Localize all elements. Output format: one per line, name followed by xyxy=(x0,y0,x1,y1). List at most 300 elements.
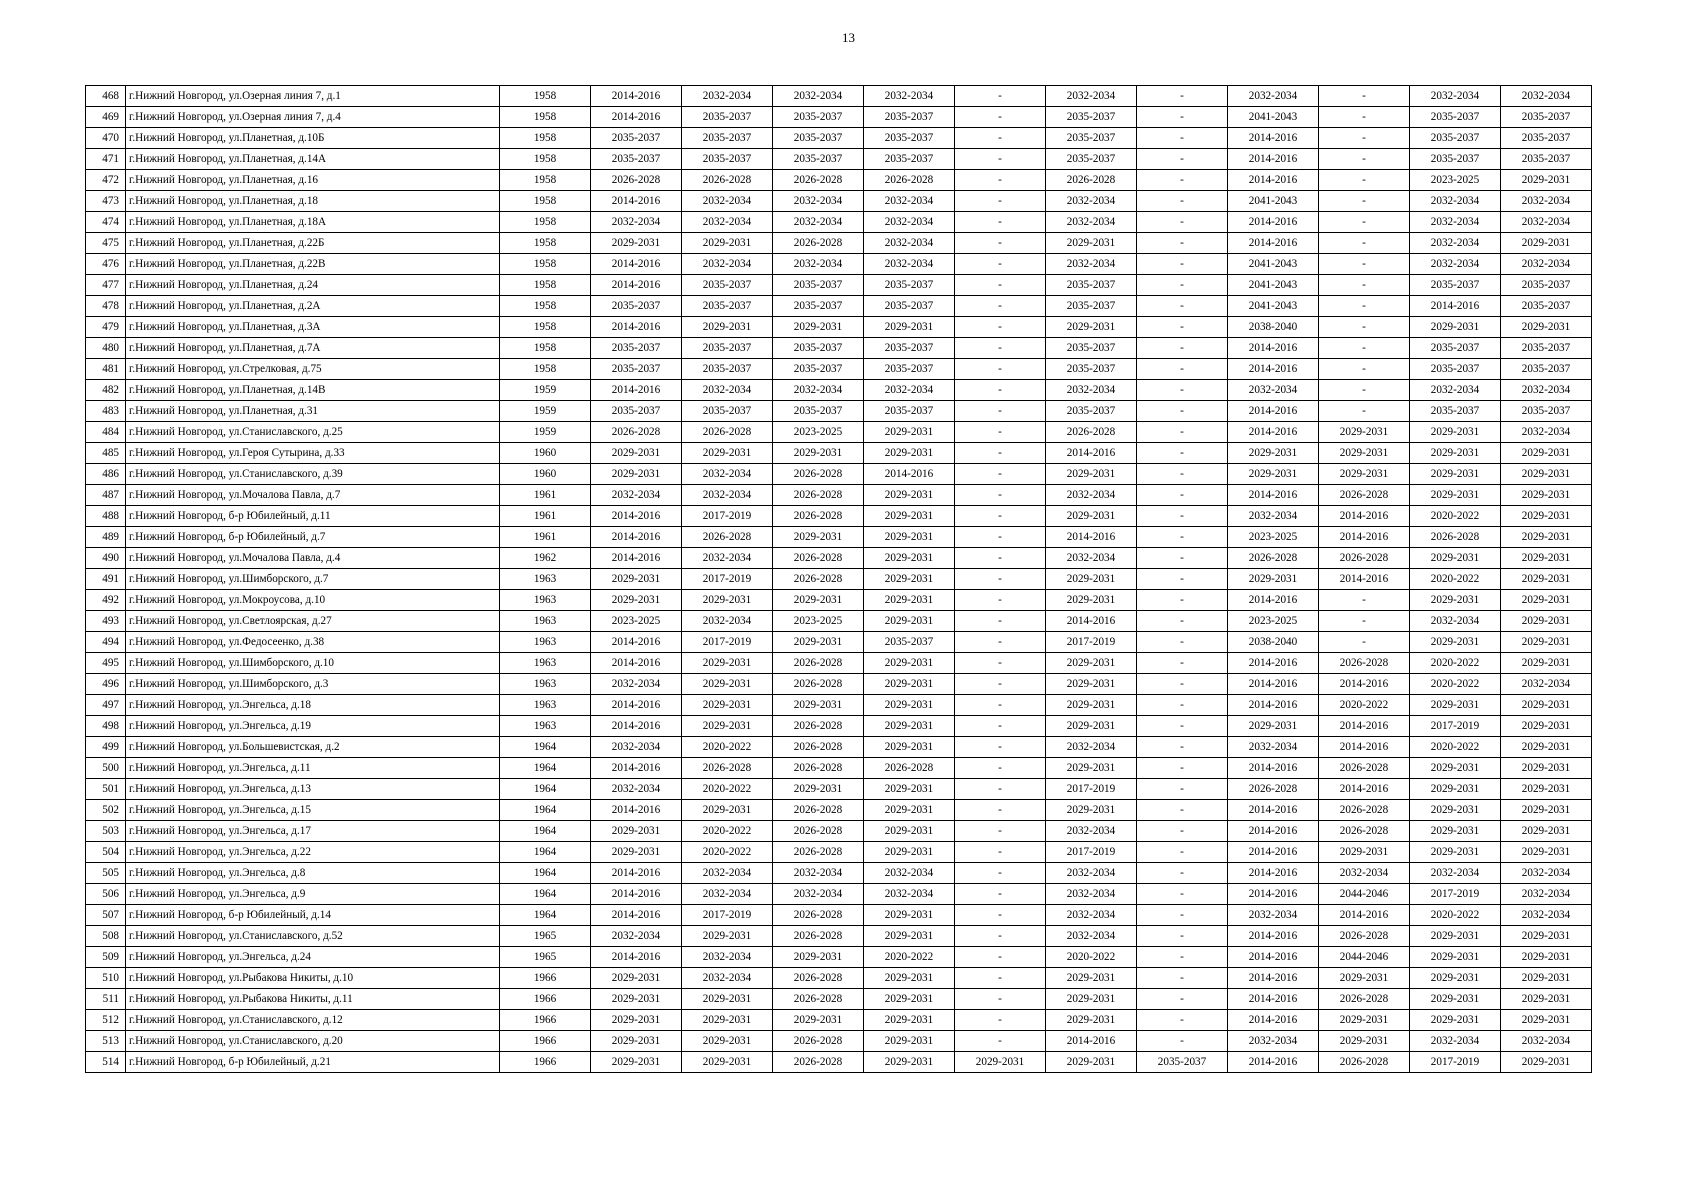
address-cell: г.Нижний Новгород, ул.Планетная, д.10Б xyxy=(126,128,500,149)
address-cell: г.Нижний Новгород, ул.Стрелковая, д.75 xyxy=(126,359,500,380)
period-cell: 2026-2028 xyxy=(1319,1052,1410,1073)
period-cell: 2032-2034 xyxy=(1410,611,1501,632)
period-cell: 2029-2031 xyxy=(1046,695,1137,716)
period-cell: 2032-2034 xyxy=(591,779,682,800)
period-cell: 2032-2034 xyxy=(1046,821,1137,842)
row-number-cell: 480 xyxy=(86,338,126,359)
period-cell: 2017-2019 xyxy=(1410,1052,1501,1073)
row-number-cell: 471 xyxy=(86,149,126,170)
period-cell: 2014-2016 xyxy=(1046,443,1137,464)
address-cell: г.Нижний Новгород, ул.Планетная, д.16 xyxy=(126,170,500,191)
period-cell: 2032-2034 xyxy=(1410,212,1501,233)
period-cell: 2029-2031 xyxy=(1501,737,1592,758)
period-cell: 2035-2037 xyxy=(1046,338,1137,359)
row-number-cell: 511 xyxy=(86,989,126,1010)
period-cell: 2029-2031 xyxy=(682,653,773,674)
address-cell: г.Нижний Новгород, ул.Озерная линия 7, д.1 xyxy=(126,86,500,107)
period-cell: 2026-2028 xyxy=(773,548,864,569)
period-cell: 2029-2031 xyxy=(1046,758,1137,779)
period-cell: 2029-2031 xyxy=(864,842,955,863)
table-row xyxy=(86,968,1592,989)
address-cell: г.Нижний Новгород, ул.Планетная, д.2А xyxy=(126,296,500,317)
period-cell: - xyxy=(1137,611,1228,632)
period-cell: 2014-2016 xyxy=(1228,170,1319,191)
period-cell: 2029-2031 xyxy=(773,632,864,653)
table-row xyxy=(86,590,1592,611)
period-cell: 2038-2040 xyxy=(1228,632,1319,653)
period-cell: 2035-2037 xyxy=(682,107,773,128)
period-cell: 2023-2025 xyxy=(773,422,864,443)
period-cell: - xyxy=(1137,632,1228,653)
period-cell: 2026-2028 xyxy=(1228,779,1319,800)
period-cell: 2035-2037 xyxy=(682,338,773,359)
period-cell: 2029-2031 xyxy=(1501,821,1592,842)
address-cell: г.Нижний Новгород, б-р Юбилейный, д.14 xyxy=(126,905,500,926)
period-cell: 2029-2031 xyxy=(1501,926,1592,947)
period-cell: 2029-2031 xyxy=(591,1052,682,1073)
period-cell: 2029-2031 xyxy=(591,464,682,485)
address-cell: г.Нижний Новгород, ул.Энгельса, д.15 xyxy=(126,800,500,821)
period-cell: 2014-2016 xyxy=(591,758,682,779)
period-cell: 2026-2028 xyxy=(1319,926,1410,947)
table-row xyxy=(86,317,1592,338)
period-cell: 2032-2034 xyxy=(1228,86,1319,107)
address-cell: г.Нижний Новгород, ул.Энгельса, д.22 xyxy=(126,842,500,863)
period-cell: 2014-2016 xyxy=(1228,1010,1319,1031)
period-cell: 2029-2031 xyxy=(591,590,682,611)
period-cell: 2035-2037 xyxy=(591,401,682,422)
period-cell: 2035-2037 xyxy=(1501,338,1592,359)
period-cell: 2029-2031 xyxy=(682,1010,773,1031)
period-cell: 2026-2028 xyxy=(591,422,682,443)
period-cell: 2017-2019 xyxy=(1410,884,1501,905)
row-number-cell: 502 xyxy=(86,800,126,821)
year-built-cell: 1958 xyxy=(500,191,591,212)
table-row xyxy=(86,779,1592,800)
period-cell: 2026-2028 xyxy=(773,989,864,1010)
address-cell: г.Нижний Новгород, ул.Шимборского, д.7 xyxy=(126,569,500,590)
period-cell: 2014-2016 xyxy=(1228,821,1319,842)
period-cell: 2014-2016 xyxy=(1319,527,1410,548)
period-cell: 2029-2031 xyxy=(1410,758,1501,779)
period-cell: 2014-2016 xyxy=(1228,989,1319,1010)
period-cell: 2014-2016 xyxy=(1046,611,1137,632)
period-cell: - xyxy=(955,296,1046,317)
period-cell: 2032-2034 xyxy=(1501,674,1592,695)
address-cell: г.Нижний Новгород, б-р Юбилейный, д.7 xyxy=(126,527,500,548)
period-cell: 2035-2037 xyxy=(1046,275,1137,296)
period-cell: 2029-2031 xyxy=(1501,464,1592,485)
address-cell: г.Нижний Новгород, ул.Озерная линия 7, д.4 xyxy=(126,107,500,128)
period-cell: - xyxy=(1137,485,1228,506)
period-cell: 2032-2034 xyxy=(1410,86,1501,107)
period-cell: 2032-2034 xyxy=(1046,485,1137,506)
period-cell: 2035-2037 xyxy=(1501,149,1592,170)
period-cell: 2014-2016 xyxy=(1228,338,1319,359)
table-row xyxy=(86,548,1592,569)
period-cell: 2035-2037 xyxy=(1046,128,1137,149)
row-number-cell: 488 xyxy=(86,506,126,527)
row-number-cell: 475 xyxy=(86,233,126,254)
period-cell: 2032-2034 xyxy=(1228,737,1319,758)
period-cell: 2032-2034 xyxy=(1228,506,1319,527)
period-cell: 2029-2031 xyxy=(682,317,773,338)
period-cell: 2032-2034 xyxy=(591,674,682,695)
period-cell: - xyxy=(955,212,1046,233)
period-cell: 2029-2031 xyxy=(1410,947,1501,968)
period-cell: 2014-2016 xyxy=(591,107,682,128)
period-cell: - xyxy=(1319,191,1410,212)
period-cell: 2014-2016 xyxy=(1228,695,1319,716)
address-cell: г.Нижний Новгород, ул.Энгельса, д.11 xyxy=(126,758,500,779)
period-cell: 2029-2031 xyxy=(1501,695,1592,716)
year-built-cell: 1959 xyxy=(500,422,591,443)
address-cell: г.Нижний Новгород, ул.Планетная, д.22Б xyxy=(126,233,500,254)
table-row xyxy=(86,86,1592,107)
period-cell: 2041-2043 xyxy=(1228,275,1319,296)
period-cell: 2014-2016 xyxy=(591,947,682,968)
period-cell: - xyxy=(1137,779,1228,800)
period-cell: 2026-2028 xyxy=(773,842,864,863)
table-row xyxy=(86,1010,1592,1031)
period-cell: 2014-2016 xyxy=(1228,422,1319,443)
period-cell: 2029-2031 xyxy=(864,422,955,443)
period-cell: 2035-2037 xyxy=(864,296,955,317)
period-cell: 2035-2037 xyxy=(1410,338,1501,359)
year-built-cell: 1964 xyxy=(500,737,591,758)
period-cell: 2029-2031 xyxy=(1046,716,1137,737)
period-cell: 2044-2046 xyxy=(1319,884,1410,905)
period-cell: 2032-2034 xyxy=(682,485,773,506)
address-cell: г.Нижний Новгород, ул.Мокроусова, д.10 xyxy=(126,590,500,611)
period-cell: 2014-2016 xyxy=(1319,779,1410,800)
period-cell: 2032-2034 xyxy=(864,212,955,233)
period-cell: - xyxy=(1319,254,1410,275)
row-number-cell: 508 xyxy=(86,926,126,947)
period-cell: - xyxy=(1319,233,1410,254)
period-cell: - xyxy=(955,968,1046,989)
period-cell: 2026-2028 xyxy=(773,905,864,926)
period-cell: - xyxy=(1137,338,1228,359)
period-cell: 2029-2031 xyxy=(864,821,955,842)
row-number-cell: 478 xyxy=(86,296,126,317)
period-cell: - xyxy=(955,569,1046,590)
address-cell: г.Нижний Новгород, ул.Планетная, д.18 xyxy=(126,191,500,212)
period-cell: 2032-2034 xyxy=(1501,422,1592,443)
address-cell: г.Нижний Новгород, ул.Мочалова Павла, д.4 xyxy=(126,548,500,569)
period-cell: 2032-2034 xyxy=(682,884,773,905)
period-cell: 2014-2016 xyxy=(591,548,682,569)
period-cell: 2029-2031 xyxy=(591,569,682,590)
period-cell: 2035-2037 xyxy=(682,128,773,149)
repair-schedule-table xyxy=(85,85,1592,1073)
table-row xyxy=(86,296,1592,317)
period-cell: 2014-2016 xyxy=(1228,212,1319,233)
period-cell: 2029-2031 xyxy=(864,548,955,569)
period-cell: 2035-2037 xyxy=(1501,275,1592,296)
year-built-cell: 1962 xyxy=(500,548,591,569)
year-built-cell: 1966 xyxy=(500,968,591,989)
period-cell: - xyxy=(1319,611,1410,632)
period-cell: 2029-2031 xyxy=(1501,989,1592,1010)
period-cell: 2029-2031 xyxy=(1410,485,1501,506)
table-body xyxy=(86,86,1592,1073)
period-cell: 2029-2031 xyxy=(1046,674,1137,695)
period-cell: 2035-2037 xyxy=(1410,359,1501,380)
period-cell: 2029-2031 xyxy=(1046,989,1137,1010)
period-cell: - xyxy=(955,485,1046,506)
row-number-cell: 477 xyxy=(86,275,126,296)
period-cell: 2029-2031 xyxy=(864,590,955,611)
year-built-cell: 1960 xyxy=(500,464,591,485)
address-cell: г.Нижний Новгород, ул.Планетная, д.22В xyxy=(126,254,500,275)
period-cell: 2032-2034 xyxy=(682,611,773,632)
period-cell: 2035-2037 xyxy=(864,275,955,296)
period-cell: 2029-2031 xyxy=(1228,569,1319,590)
row-number-cell: 490 xyxy=(86,548,126,569)
period-cell: 2026-2028 xyxy=(773,926,864,947)
period-cell: 2026-2028 xyxy=(773,506,864,527)
period-cell: - xyxy=(1137,842,1228,863)
row-number-cell: 486 xyxy=(86,464,126,485)
table-row xyxy=(86,254,1592,275)
table-row xyxy=(86,611,1592,632)
year-built-cell: 1963 xyxy=(500,653,591,674)
period-cell: - xyxy=(1137,800,1228,821)
period-cell: - xyxy=(955,632,1046,653)
table-row xyxy=(86,275,1592,296)
table-row xyxy=(86,338,1592,359)
period-cell: 2026-2028 xyxy=(1319,800,1410,821)
address-cell: г.Нижний Новгород, ул.Планетная, д.31 xyxy=(126,401,500,422)
period-cell: 2035-2037 xyxy=(1501,107,1592,128)
period-cell: 2029-2031 xyxy=(1319,842,1410,863)
period-cell: 2026-2028 xyxy=(591,170,682,191)
page-number: 13 xyxy=(842,30,855,45)
table-row xyxy=(86,758,1592,779)
period-cell: 2014-2016 xyxy=(1228,653,1319,674)
period-cell: 2032-2034 xyxy=(773,380,864,401)
table-row xyxy=(86,506,1592,527)
period-cell: 2035-2037 xyxy=(1046,107,1137,128)
period-cell: 2029-2031 xyxy=(1501,443,1592,464)
period-cell: 2029-2031 xyxy=(682,800,773,821)
period-cell: 2029-2031 xyxy=(864,905,955,926)
period-cell: 2029-2031 xyxy=(1501,947,1592,968)
table-row xyxy=(86,842,1592,863)
period-cell: 2029-2031 xyxy=(864,611,955,632)
year-built-cell: 1964 xyxy=(500,821,591,842)
period-cell: 2035-2037 xyxy=(864,359,955,380)
period-cell: 2029-2031 xyxy=(864,737,955,758)
period-cell: - xyxy=(1137,296,1228,317)
table-row xyxy=(86,128,1592,149)
table-row xyxy=(86,884,1592,905)
period-cell: 2029-2031 xyxy=(1046,653,1137,674)
period-cell: 2014-2016 xyxy=(1319,569,1410,590)
period-cell: - xyxy=(1137,527,1228,548)
period-cell: 2014-2016 xyxy=(1228,233,1319,254)
period-cell: 2029-2031 xyxy=(1501,1010,1592,1031)
period-cell: 2029-2031 xyxy=(864,1052,955,1073)
period-cell: 2029-2031 xyxy=(864,716,955,737)
period-cell: 2029-2031 xyxy=(1410,464,1501,485)
period-cell: 2029-2031 xyxy=(1410,821,1501,842)
period-cell: 2029-2031 xyxy=(1501,716,1592,737)
period-cell: 2029-2031 xyxy=(682,443,773,464)
period-cell: 2026-2028 xyxy=(864,170,955,191)
period-cell: 2029-2031 xyxy=(864,527,955,548)
period-cell: 2035-2037 xyxy=(682,275,773,296)
period-cell: 2035-2037 xyxy=(591,149,682,170)
period-cell: 2029-2031 xyxy=(773,527,864,548)
period-cell: 2032-2034 xyxy=(864,86,955,107)
period-cell: 2032-2034 xyxy=(1046,86,1137,107)
row-number-cell: 496 xyxy=(86,674,126,695)
row-number-cell: 491 xyxy=(86,569,126,590)
period-cell: - xyxy=(955,842,1046,863)
period-cell: 2026-2028 xyxy=(1319,485,1410,506)
period-cell: - xyxy=(955,800,1046,821)
period-cell: - xyxy=(955,233,1046,254)
period-cell: - xyxy=(955,989,1046,1010)
period-cell: 2032-2034 xyxy=(682,212,773,233)
table-row xyxy=(86,443,1592,464)
period-cell: 2029-2031 xyxy=(682,989,773,1010)
period-cell: 2035-2037 xyxy=(864,338,955,359)
period-cell: 2020-2022 xyxy=(1410,674,1501,695)
period-cell: 2014-2016 xyxy=(1228,926,1319,947)
address-cell: г.Нижний Новгород, ул.Энгельса, д.24 xyxy=(126,947,500,968)
period-cell: - xyxy=(1319,170,1410,191)
period-cell: 2032-2034 xyxy=(1046,548,1137,569)
period-cell: 2029-2031 xyxy=(1501,632,1592,653)
period-cell: 2029-2031 xyxy=(1410,1010,1501,1031)
row-number-cell: 482 xyxy=(86,380,126,401)
period-cell: 2032-2034 xyxy=(1410,233,1501,254)
period-cell: 2032-2034 xyxy=(682,968,773,989)
period-cell: 2023-2025 xyxy=(591,611,682,632)
period-cell: 2035-2037 xyxy=(864,107,955,128)
period-cell: 2029-2031 xyxy=(1501,611,1592,632)
period-cell: 2032-2034 xyxy=(1501,212,1592,233)
period-cell: 2035-2037 xyxy=(1046,359,1137,380)
period-cell: 2029-2031 xyxy=(1410,779,1501,800)
period-cell: 2032-2034 xyxy=(591,485,682,506)
table-row xyxy=(86,1031,1592,1052)
period-cell: - xyxy=(1137,569,1228,590)
period-cell: 2017-2019 xyxy=(682,569,773,590)
year-built-cell: 1964 xyxy=(500,758,591,779)
year-built-cell: 1959 xyxy=(500,380,591,401)
period-cell: - xyxy=(1137,548,1228,569)
period-cell: - xyxy=(1137,317,1228,338)
period-cell: 2026-2028 xyxy=(1046,170,1137,191)
period-cell: - xyxy=(955,1031,1046,1052)
period-cell: 2014-2016 xyxy=(591,800,682,821)
period-cell: 2035-2037 xyxy=(864,128,955,149)
period-cell: 2014-2016 xyxy=(591,905,682,926)
table-row xyxy=(86,653,1592,674)
period-cell: 2026-2028 xyxy=(773,1052,864,1073)
period-cell: 2014-2016 xyxy=(1228,485,1319,506)
period-cell: 2029-2031 xyxy=(682,674,773,695)
period-cell: 2035-2037 xyxy=(591,296,682,317)
period-cell: 2014-2016 xyxy=(591,380,682,401)
row-number-cell: 507 xyxy=(86,905,126,926)
period-cell: 2032-2034 xyxy=(682,464,773,485)
row-number-cell: 510 xyxy=(86,968,126,989)
period-cell: 2032-2034 xyxy=(773,254,864,275)
period-cell: - xyxy=(1137,737,1228,758)
period-cell: 2014-2016 xyxy=(1228,401,1319,422)
table-row xyxy=(86,1052,1592,1073)
period-cell: 2029-2031 xyxy=(1501,527,1592,548)
row-number-cell: 484 xyxy=(86,422,126,443)
period-cell: - xyxy=(1137,212,1228,233)
address-cell: г.Нижний Новгород, ул.Планетная, д.18А xyxy=(126,212,500,233)
period-cell: - xyxy=(1137,590,1228,611)
row-number-cell: 470 xyxy=(86,128,126,149)
period-cell: 2029-2031 xyxy=(1410,842,1501,863)
address-cell: г.Нижний Новгород, ул.Энгельса, д.19 xyxy=(126,716,500,737)
period-cell: 2029-2031 xyxy=(1501,317,1592,338)
period-cell: - xyxy=(955,590,1046,611)
period-cell: 2032-2034 xyxy=(1410,863,1501,884)
period-cell: - xyxy=(1137,926,1228,947)
period-cell: 2032-2034 xyxy=(1046,254,1137,275)
table-row xyxy=(86,695,1592,716)
period-cell: - xyxy=(955,527,1046,548)
year-built-cell: 1958 xyxy=(500,275,591,296)
period-cell: 2029-2031 xyxy=(682,716,773,737)
table-row xyxy=(86,212,1592,233)
period-cell: 2032-2034 xyxy=(1046,905,1137,926)
period-cell: 2026-2028 xyxy=(1319,758,1410,779)
row-number-cell: 469 xyxy=(86,107,126,128)
period-cell: 2029-2031 xyxy=(1046,317,1137,338)
period-cell: 2032-2034 xyxy=(864,884,955,905)
period-cell: 2032-2034 xyxy=(1501,86,1592,107)
address-cell: г.Нижний Новгород, ул.Планетная, д.14В xyxy=(126,380,500,401)
period-cell: 2029-2031 xyxy=(1046,1010,1137,1031)
row-number-cell: 509 xyxy=(86,947,126,968)
period-cell: 2029-2031 xyxy=(1410,317,1501,338)
year-built-cell: 1964 xyxy=(500,884,591,905)
year-built-cell: 1966 xyxy=(500,989,591,1010)
period-cell: 2035-2037 xyxy=(1137,1052,1228,1073)
period-cell: 2014-2016 xyxy=(591,695,682,716)
period-cell: 2029-2031 xyxy=(1501,758,1592,779)
period-cell: - xyxy=(1319,359,1410,380)
period-cell: - xyxy=(1319,317,1410,338)
period-cell: - xyxy=(1137,1010,1228,1031)
period-cell: - xyxy=(1137,653,1228,674)
year-built-cell: 1964 xyxy=(500,800,591,821)
period-cell: 2029-2031 xyxy=(682,695,773,716)
row-number-cell: 483 xyxy=(86,401,126,422)
address-cell: г.Нижний Новгород, ул.Энгельса, д.13 xyxy=(126,779,500,800)
period-cell: 2032-2034 xyxy=(864,254,955,275)
period-cell: 2029-2031 xyxy=(1319,1031,1410,1052)
table-row xyxy=(86,149,1592,170)
row-number-cell: 503 xyxy=(86,821,126,842)
period-cell: 2032-2034 xyxy=(682,863,773,884)
table-row xyxy=(86,527,1592,548)
address-cell: г.Нижний Новгород, б-р Юбилейный, д.21 xyxy=(126,1052,500,1073)
period-cell: - xyxy=(1137,401,1228,422)
period-cell: 2041-2043 xyxy=(1228,191,1319,212)
